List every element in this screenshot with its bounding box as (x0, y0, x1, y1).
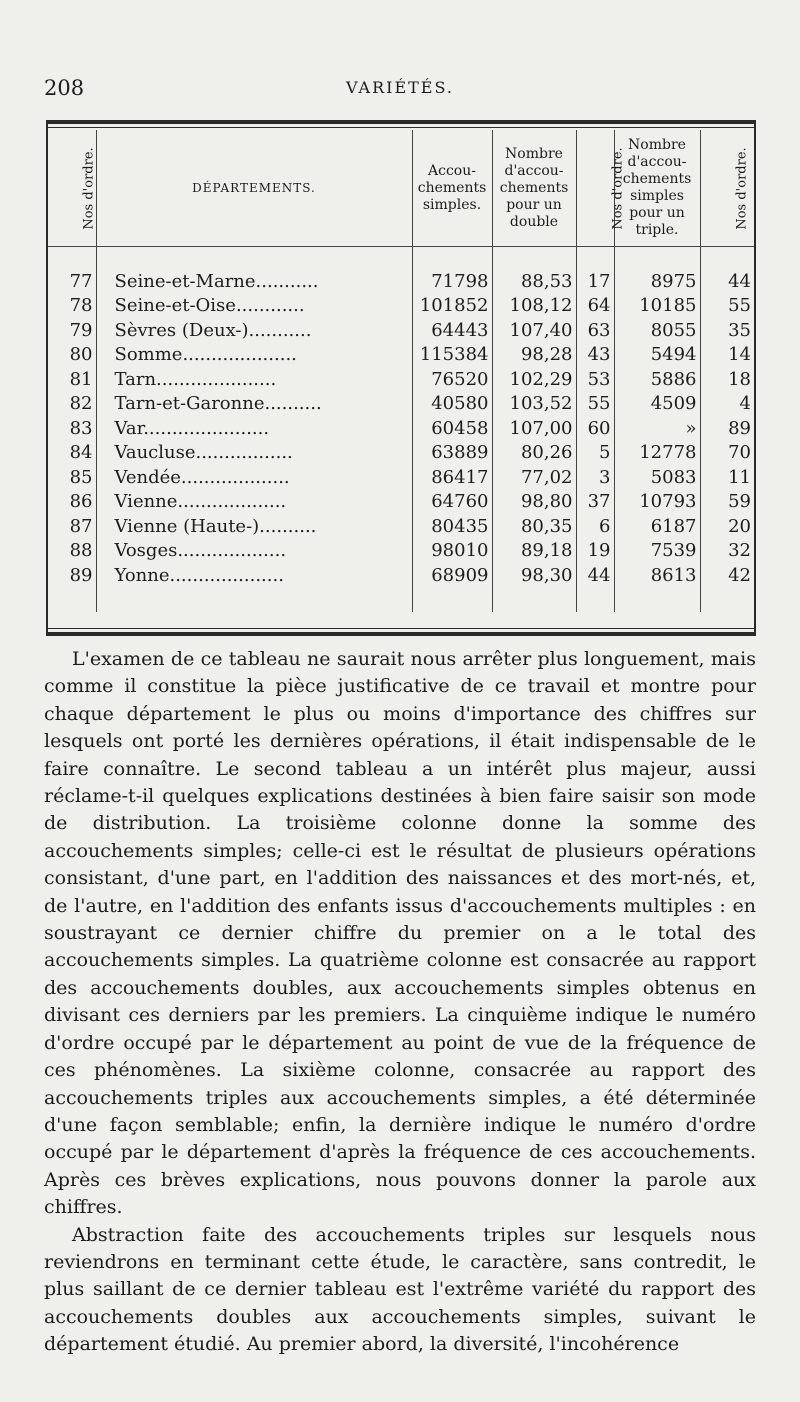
double-ratio-cell: 98,30 (492, 563, 576, 588)
header-double-ratio: Nombre d'accou- chements pour un double (492, 130, 576, 247)
simple-births-cell: 86417 (412, 465, 492, 490)
triple-rank-cell: 42 (700, 563, 754, 588)
double-ratio-cell: 80,26 (492, 441, 576, 466)
paragraph-2: Abstraction faite des accouchements triples sur lesquels nous reviendrons en terminant cette étude, le caractère, sans contredit, le plus saillant de ce dernier tableau est l'extrême variété du rapport des accouchements doubles aux accouchements simples, suivant le département étudié. Au premier abord, la diversité, l'incohérence (44, 1223, 756, 1356)
order-number-cell: 77 (69, 270, 93, 292)
department-cell: Yonne.................... (96, 563, 412, 588)
triple-rank-cell: 44 (700, 269, 754, 294)
department-cell: Vaucluse................. (96, 441, 412, 466)
department-cell: Var...................... (96, 416, 412, 441)
table-row (48, 343, 754, 368)
double-ratio-cell: 89,18 (492, 539, 576, 564)
order-number-cell: 89 (69, 564, 93, 586)
table-row (48, 563, 754, 588)
simple-births-cell: 63889 (412, 441, 492, 466)
table-row (48, 441, 754, 466)
department-cell: Sèvres (Deux-)........... (96, 318, 412, 343)
double-rank-cell: 60 (576, 416, 614, 441)
order-number-cell: 85 (69, 466, 93, 488)
simple-births-cell: 115384 (412, 343, 492, 368)
table-row (48, 416, 754, 441)
table-row (48, 269, 754, 294)
double-rank-cell: 43 (576, 343, 614, 368)
triple-ratio-cell: 10185 (614, 294, 700, 319)
triple-rank-cell: 32 (700, 539, 754, 564)
triple-rank-cell: 35 (700, 318, 754, 343)
double-rank-cell: 55 (576, 392, 614, 417)
header-order-number: Nos d'ordre. (81, 146, 97, 230)
simple-births-cell: 64443 (412, 318, 492, 343)
triple-rank-cell: 70 (700, 441, 754, 466)
simple-births-cell: 64760 (412, 490, 492, 515)
department-cell: Somme.................... (96, 343, 412, 368)
order-number-cell: 86 (69, 491, 93, 513)
double-rank-cell: 63 (576, 318, 614, 343)
double-rank-cell: 53 (576, 367, 614, 392)
simple-births-cell: 80435 (412, 514, 492, 539)
triple-rank-cell: 20 (700, 514, 754, 539)
header-simple-births: Accou- chements simples. (412, 130, 492, 247)
order-number-cell: 79 (69, 319, 93, 341)
triple-rank-cell: 14 (700, 343, 754, 368)
header-departments: DÉPARTEMENTS. (96, 130, 412, 247)
department-cell: Seine-et-Marne........... (96, 269, 412, 294)
body-text (44, 646, 756, 1359)
table-row (48, 539, 754, 564)
double-ratio-cell: 88,53 (492, 269, 576, 294)
double-ratio-cell: 80,35 (492, 514, 576, 539)
triple-ratio-cell: » (614, 416, 700, 441)
running-title: VARIÉTÉS. (346, 78, 454, 97)
double-ratio-cell: 108,12 (492, 294, 576, 319)
table-row (48, 465, 754, 490)
double-ratio-cell: 103,52 (492, 392, 576, 417)
triple-rank-cell: 59 (700, 490, 754, 515)
order-number-cell: 87 (69, 515, 93, 537)
double-rank-cell: 3 (576, 465, 614, 490)
statistics-table (46, 120, 756, 636)
table-row (48, 318, 754, 343)
triple-rank-cell: 89 (700, 416, 754, 441)
double-rank-cell: 19 (576, 539, 614, 564)
simple-births-cell: 71798 (412, 269, 492, 294)
double-rank-cell: 37 (576, 490, 614, 515)
department-cell: Vienne................... (96, 490, 412, 515)
table-bottom-spacer (48, 588, 754, 612)
order-number-cell: 80 (69, 344, 93, 366)
page-number: 208 (44, 76, 85, 100)
paragraph-1: L'examen de ce tableau ne saurait nous arrêter plus longuement, mais comme il constitue la pièce justificative de ce travail et montre pour chaque département le plus ou moins d'importance des chiffres sur lesquels ont porté les dernières opérations, il était indispensable de le faire connaître. Le second tableau a un intérêt plus majeur, aussi réclame-t-il quelques explications destinées à bien faire saisir son mode de distribution. La troisième colonne donne la somme des accouchements simples; celle-ci est le résultat de plusieurs opérations consistant, d'une part, en l'addition des naissances et des mort-nés, et, de l'autre, en l'addition des enfants issus d'accouchements multiples : en soustrayant ce dernier chiffre du premier on a le total des accouchements simples. La quatrième colonne est consacrée au rapport des accouchements doubles, aux accouchements simples obtenus en divisant ces derniers par les premiers. La cinquième indique le numéro d'ordre occupé par le département au point de vue de la fréquence de ces phénomènes. La sixième colonne, consacrée au rapport des accouchements triples aux accouchements simples, a été déterminée d'une façon semblable; enfin, la dernière indique le numéro d'ordre occupé par le département d'après la fréquence de ces accouchements. Après ces brèves explications, nous pouvons donner la parole aux chiffres. (44, 648, 756, 1219)
header-triple-ratio: Nombre d'accou- chements simples pour un triple. (614, 130, 700, 247)
triple-ratio-cell: 5494 (614, 343, 700, 368)
double-rank-cell: 44 (576, 563, 614, 588)
order-number-cell: 84 (69, 442, 93, 464)
double-ratio-cell: 107,40 (492, 318, 576, 343)
triple-ratio-cell: 5886 (614, 367, 700, 392)
header-triple-rank: Nos d'ordre. (700, 130, 754, 247)
header-double-rank: Nos d'ordre. (576, 130, 614, 247)
double-ratio-cell: 98,28 (492, 343, 576, 368)
double-ratio-cell: 98,80 (492, 490, 576, 515)
simple-births-cell: 101852 (412, 294, 492, 319)
department-cell: Vienne (Haute-).......... (96, 514, 412, 539)
table-row (48, 514, 754, 539)
triple-ratio-cell: 6187 (614, 514, 700, 539)
double-ratio-cell: 102,29 (492, 367, 576, 392)
simple-births-cell: 98010 (412, 539, 492, 564)
double-rank-cell: 17 (576, 269, 614, 294)
table-header-row (48, 130, 754, 247)
order-number-cell: 78 (69, 295, 93, 317)
triple-ratio-cell: 8975 (614, 269, 700, 294)
order-number-cell: 83 (69, 417, 93, 439)
triple-ratio-cell: 10793 (614, 490, 700, 515)
simple-births-cell: 40580 (412, 392, 492, 417)
double-rank-cell: 64 (576, 294, 614, 319)
triple-ratio-cell: 8055 (614, 318, 700, 343)
triple-rank-cell: 4 (700, 392, 754, 417)
department-cell: Tarn-et-Garonne.......... (96, 392, 412, 417)
triple-ratio-cell: 8613 (614, 563, 700, 588)
department-cell: Seine-et-Oise............ (96, 294, 412, 319)
triple-rank-cell: 18 (700, 367, 754, 392)
order-number-cell: 81 (69, 368, 93, 390)
double-rank-cell: 5 (576, 441, 614, 466)
triple-ratio-cell: 12778 (614, 441, 700, 466)
double-ratio-cell: 107,00 (492, 416, 576, 441)
department-cell: Vendée................... (96, 465, 412, 490)
simple-births-cell: 60458 (412, 416, 492, 441)
order-number-cell: 82 (69, 393, 93, 415)
triple-ratio-cell: 4509 (614, 392, 700, 417)
table-spacer-row (48, 247, 754, 270)
triple-ratio-cell: 5083 (614, 465, 700, 490)
triple-rank-cell: 55 (700, 294, 754, 319)
table-row (48, 294, 754, 319)
simple-births-cell: 76520 (412, 367, 492, 392)
double-ratio-cell: 77,02 (492, 465, 576, 490)
table-row (48, 490, 754, 515)
table-row (48, 367, 754, 392)
order-number-cell: 88 (69, 540, 93, 562)
simple-births-cell: 68909 (412, 563, 492, 588)
department-cell: Tarn..................... (96, 367, 412, 392)
department-cell: Vosges................... (96, 539, 412, 564)
table-row (48, 392, 754, 417)
double-rank-cell: 6 (576, 514, 614, 539)
triple-ratio-cell: 7539 (614, 539, 700, 564)
triple-rank-cell: 11 (700, 465, 754, 490)
